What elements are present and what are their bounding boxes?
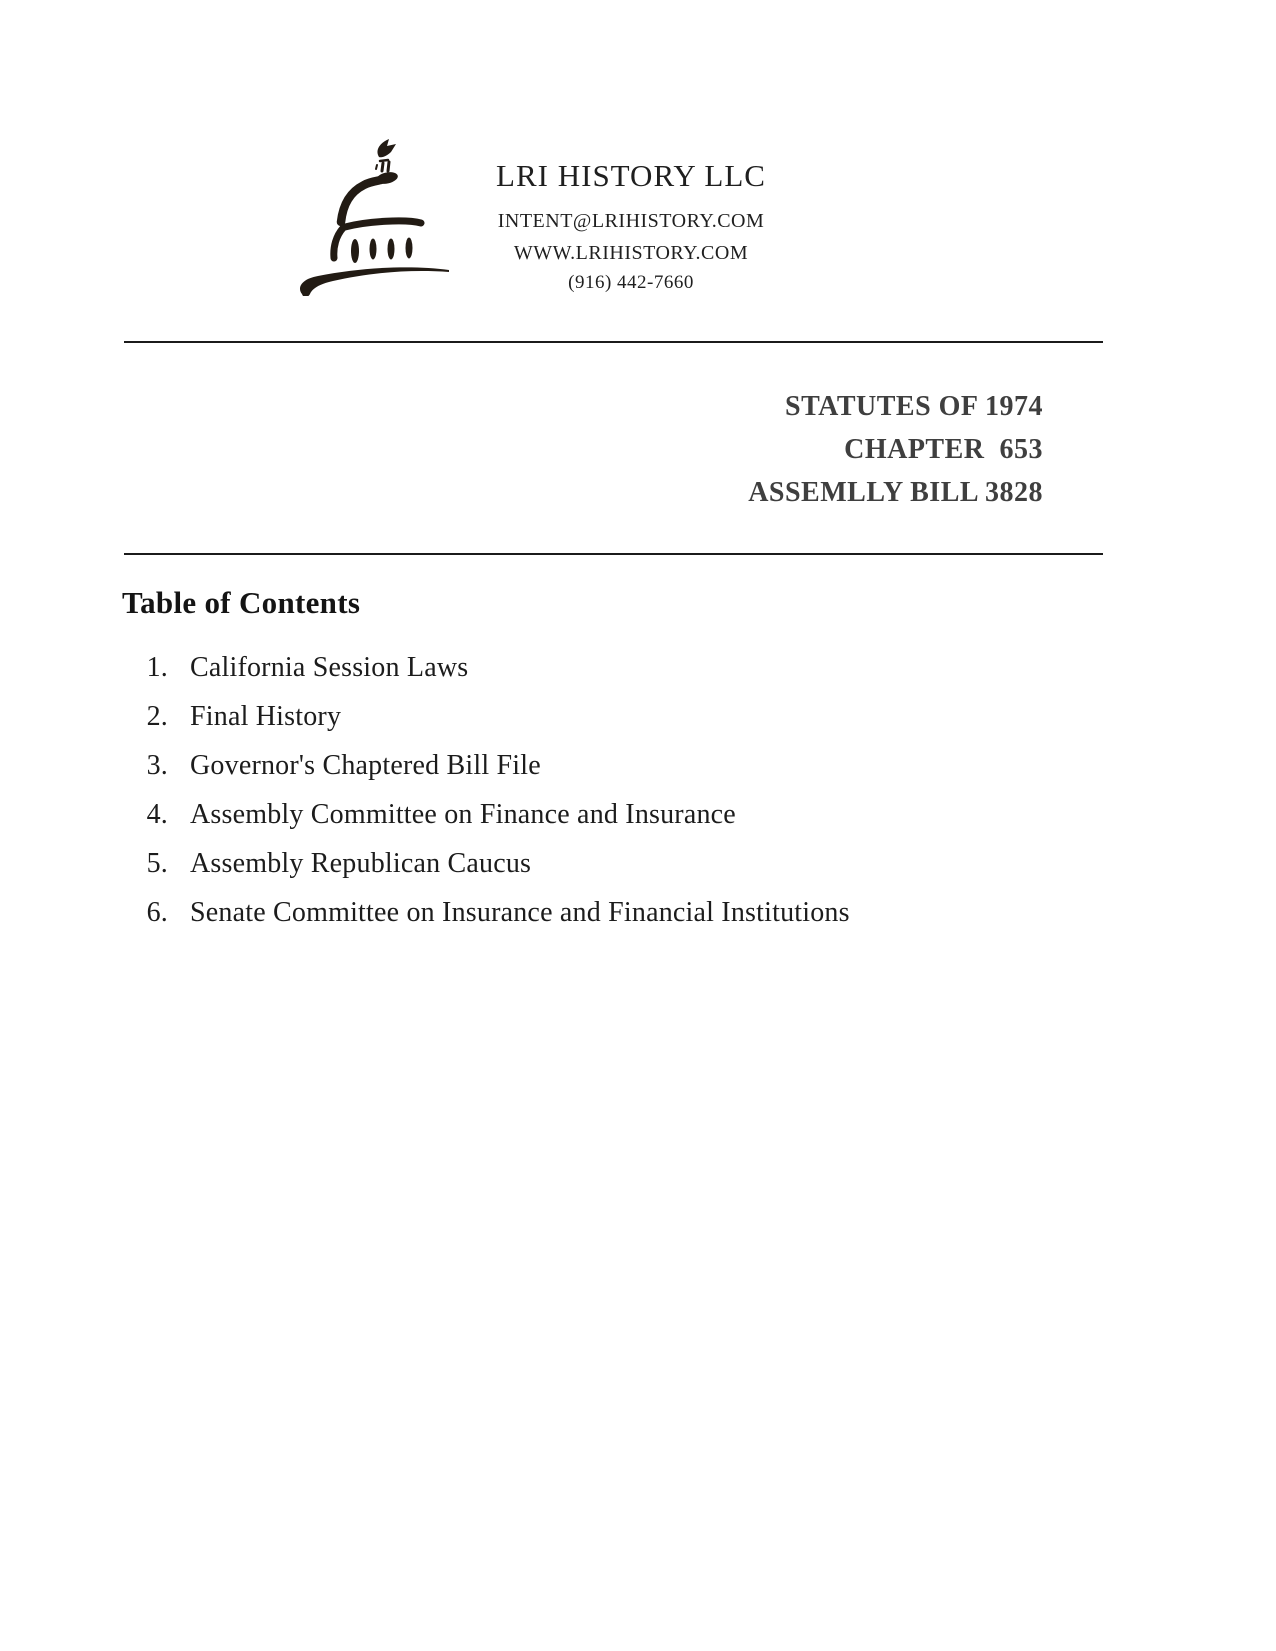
logo-column <box>388 239 395 260</box>
logo-column <box>406 238 413 259</box>
toc-item-number: 5. <box>146 848 168 879</box>
toc-item-label: Governor's Chaptered Bill File <box>190 750 541 781</box>
toc-item-number: 4. <box>146 799 168 830</box>
toc-item-label: California Session Laws <box>190 652 469 683</box>
logo-flag-dash <box>380 160 388 161</box>
company-phone: (916) 442-7660 <box>568 272 694 293</box>
statutes-line: STATUTES OF 1974 <box>785 391 1043 422</box>
logo-tick <box>376 165 377 169</box>
toc-item <box>0 798 1276 832</box>
toc-item <box>0 847 1276 881</box>
logo-column <box>370 239 377 260</box>
toc-item-number: 6. <box>146 897 168 928</box>
horizontal-rule-bottom <box>124 553 1103 555</box>
toc-item-number: 1. <box>146 652 168 683</box>
toc-item-label: Final History <box>190 701 342 732</box>
bill-reference-block <box>748 385 1043 514</box>
toc-title: Table of Contents <box>122 585 361 620</box>
toc-item <box>0 700 1276 734</box>
toc-item-label: Assembly Republican Caucus <box>190 848 532 879</box>
company-email: INTENT@LRIHISTORY.COM <box>497 210 765 232</box>
toc-item-number: 3. <box>146 750 168 781</box>
logo-drum-stroke <box>334 228 343 258</box>
toc-item-label: Senate Committee on Insurance and Financial Institutions <box>190 897 850 928</box>
logo-column <box>351 239 359 263</box>
logo-tick <box>388 162 389 171</box>
company-website: WWW.LRIHISTORY.COM <box>513 242 749 264</box>
logo-cornice <box>345 221 421 227</box>
toc-item <box>0 749 1276 783</box>
toc-item <box>0 651 1276 685</box>
logo-flag <box>377 139 396 157</box>
logo-base-swoosh <box>300 267 449 296</box>
company-name: LRI HISTORY LLC <box>496 158 766 193</box>
logo-tick <box>382 163 383 171</box>
toc-item <box>0 896 1276 930</box>
capitol-dome-logo <box>288 124 464 296</box>
chapter-line: CHAPTER 653 <box>844 434 1043 465</box>
horizontal-rule-top <box>124 341 1103 343</box>
toc-item-number: 2. <box>146 701 168 732</box>
bill-line: ASSEMLLY BILL 3828 <box>748 477 1043 508</box>
toc-item-label: Assembly Committee on Finance and Insurance <box>190 799 736 830</box>
logo-dome-stroke <box>341 180 381 222</box>
